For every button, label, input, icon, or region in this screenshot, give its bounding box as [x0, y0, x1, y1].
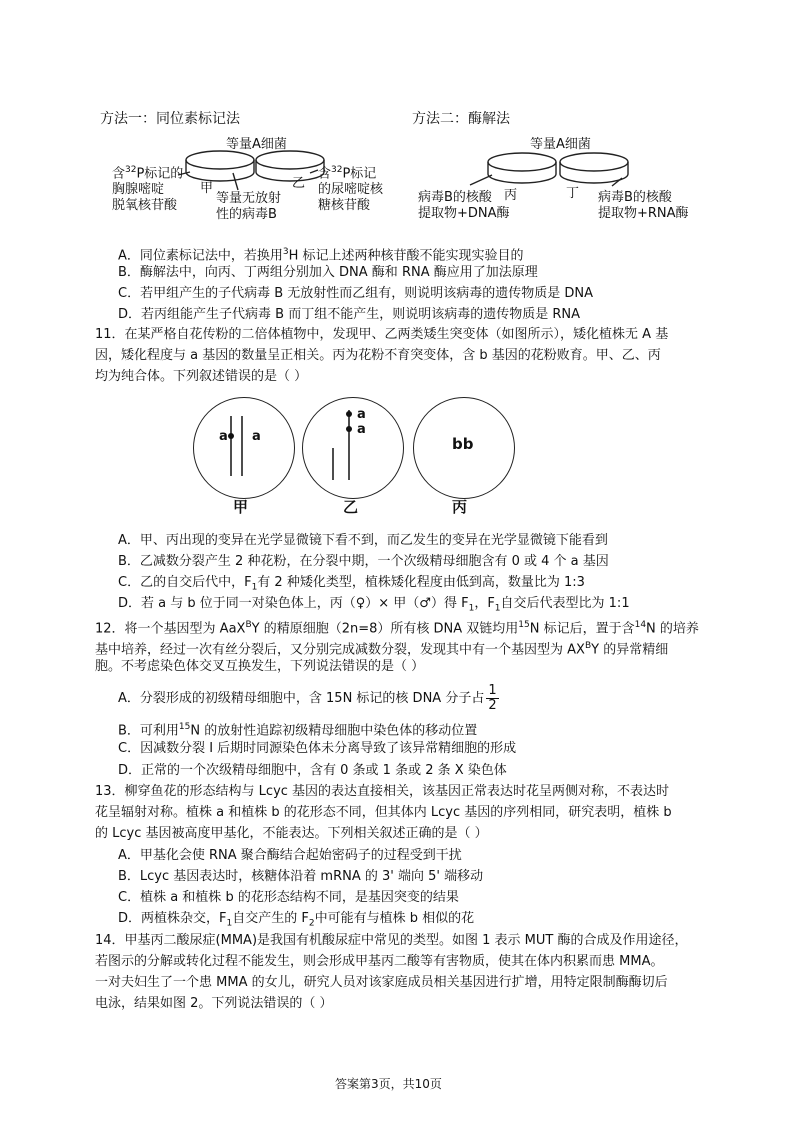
q10-option-a: A．同位素标记法中，若换用$^3$H 标记上述两种核苷酸不能实现实验目的	[118, 247, 524, 264]
q11-stem-line2: 因，矮化程度与 a 基因的数量呈正相关。丙为花粉不育突变体，含 b 基因的花粉败育。甲、乙、丙	[95, 348, 661, 363]
q13-option-a: A．甲基化会使 RNA 聚合酶结合起始密码子的过程受到干扰	[118, 848, 462, 863]
cell-bing-label: 丙	[452, 498, 468, 516]
cell-bing-genes: bb	[452, 435, 474, 453]
q10-option-c: C．若甲组产生的子代病毒 B 无放射性而乙组有，则说明该病毒的遗传物质是 DNA	[118, 286, 594, 301]
q12-option-d: D．正常的一个次级精母细胞中，含有 0 条或 1 条或 2 条 X 染色体	[118, 763, 507, 778]
q13-option-d: D．两植株杂交，$F_1$自交产生的 $F_2$中可能有与植株 b 相似的花	[118, 911, 475, 929]
q12-option-c: C．因减数分裂 I 后期时同源染色体未分离导致了该异常精细胞的形成	[118, 741, 517, 756]
method2-title: 方法二：酶解法	[412, 111, 510, 127]
q12-stem-line3: 胞。不考虑染色体交叉互换发生，下列说法错误的是（ ）	[95, 659, 425, 674]
q13-option-b: B．Lcyc 基因表达时，核糖体沿着 mRNA 的 3' 端向 5' 端移动	[118, 869, 484, 884]
q11-stem-line1: 11．在某严格自花传粉的二倍体植物中，发现甲、乙两类矮生突变体（如图所示），矮化植株无 A 基	[95, 327, 669, 342]
fraction-one-half: $\frac{1}{2}$	[488, 683, 497, 713]
cell-jia-label: 甲	[233, 498, 249, 516]
q11-option-a: A．甲、丙出现的变异在光学显微镜下看不到，而乙发生的变异在光学显微镜下能看到	[118, 533, 608, 548]
q13-stem-line3: 的 Lcyc 基因被高度甲基化，不能表达。下列相关叙述正确的是（ ）	[95, 826, 488, 841]
cell-yi-gene-top: a	[357, 407, 366, 422]
enzyme-left-label: 病毒B的核酸 提取物+DNA酶	[418, 190, 510, 221]
q12-stem-line1: 12．将一个基因型为 AaX$^B$Y 的精原细胞（2n=8）所有核 DNA 双链均用$^{15}$N 标记后，置于含$^{14}$N 的培养	[95, 620, 699, 637]
method1-title: 方法一：同位素标记法	[100, 111, 240, 127]
dish-jia-label: 甲	[200, 181, 214, 196]
q13-option-c: C．植株 a 和植株 b 的花形态结构不同，是基因突变的结果	[118, 890, 459, 905]
dish-yi-label: 乙	[292, 176, 306, 191]
cell-jia-gene-left: a	[219, 429, 228, 444]
q14-stem-line4: 电泳，结果如图 2。下列说法错误的（ ）	[95, 996, 333, 1011]
q11-option-c: C．乙的自交后代中，$F_1$有 2 种矮化类型，植株矮化程度由低到高，数量比为 1:3	[118, 575, 585, 593]
q14-stem-line3: 一对夫妇生了一个患 MMA 的女儿，研究人员对该家庭成员相关基因进行扩增，用特定限制酶酶切后	[95, 975, 668, 990]
equal-bacteria-label-2: 等量A细菌	[530, 137, 591, 152]
cell-yi-label: 乙	[343, 498, 359, 516]
left-reagent-label: 含$^{32}$P标记的 胸腺嘧啶 脱氧核苷酸	[112, 165, 184, 214]
q12-option-b: B．可利用$^{15}$N 的放射性追踪初级精母细胞中染色体的移动位置	[118, 722, 478, 739]
virus-b-label: 等量无放射 性的病毒B	[216, 191, 282, 222]
q13-stem-line1: 13．柳穿鱼花的形态结构与 Lcyc 基因的表达直接相关，该基因正常表达时花呈两侧对称，不表达时	[95, 784, 670, 799]
enzyme-right-label: 病毒B的核酸 提取物+RNA酶	[598, 190, 689, 221]
right-reagent-label: 含$^{32}$P标记 的尿嘧啶核 糖核苷酸	[318, 165, 384, 214]
cell-yi-gene-bottom: a	[357, 422, 366, 437]
q11-option-b: B．乙减数分裂产生 2 种花粉，在分裂中期，一个次级精母细胞含有 0 或 4 个 a 基因	[118, 554, 609, 569]
equal-bacteria-label-1: 等量A细菌	[226, 137, 287, 152]
q12-stem-line2: 基中培养，经过一次有丝分裂后，又分别完成减数分裂，发现其中有一个基因型为 $AX^BY$ 的异常精细	[95, 641, 669, 658]
q14-stem-line2: 若图示的分解或转化过程不能发生，则会形成甲基丙二酸等有害物质，使其在体内积累而患 MMA。	[95, 954, 664, 969]
q12-option-a: A．分裂形成的初级精母细胞中，含 15N 标记的核 DNA 分子占 $\frac{1}{2}$	[118, 683, 497, 713]
q11-stem-line3: 均为纯合体。下列叙述错误的是（ ）	[95, 369, 308, 384]
q11-option-d: D．若 a 与 b 位于同一对染色体上，丙（♀）× 甲（♂）得 $F_1$，$F_1$自交后代表型比为 1:1	[118, 596, 630, 614]
q10-option-d: D．若丙组能产生子代病毒 B 而丁组不能产生，则说明该病毒的遗传物质是 RNA	[118, 307, 580, 322]
cell-jia-gene-right: a	[252, 429, 261, 444]
q13-stem-line2: 花呈辐射对称。植株 a 和植株 b 的花形态不同，但其体内 Lcyc 基因的序列相同，研究表明，植株 b	[95, 805, 672, 820]
page-footer: 答案第3页，共10页	[335, 1077, 442, 1091]
q10-option-b: B．酶解法中，向丙、丁两组分别加入 DNA 酶和 RNA 酶应用了加法原理	[118, 265, 538, 280]
q14-stem-line1: 14．甲基丙二酸尿症(MMA)是我国有机酸尿症中常见的类型。如图 1 表示 MUT 酶的合成及作用途径，	[95, 933, 688, 948]
dish-ding-label: 丁	[566, 186, 580, 201]
chromosome-drawings	[0, 0, 793, 520]
dish-bing-label: 丙	[504, 188, 518, 203]
